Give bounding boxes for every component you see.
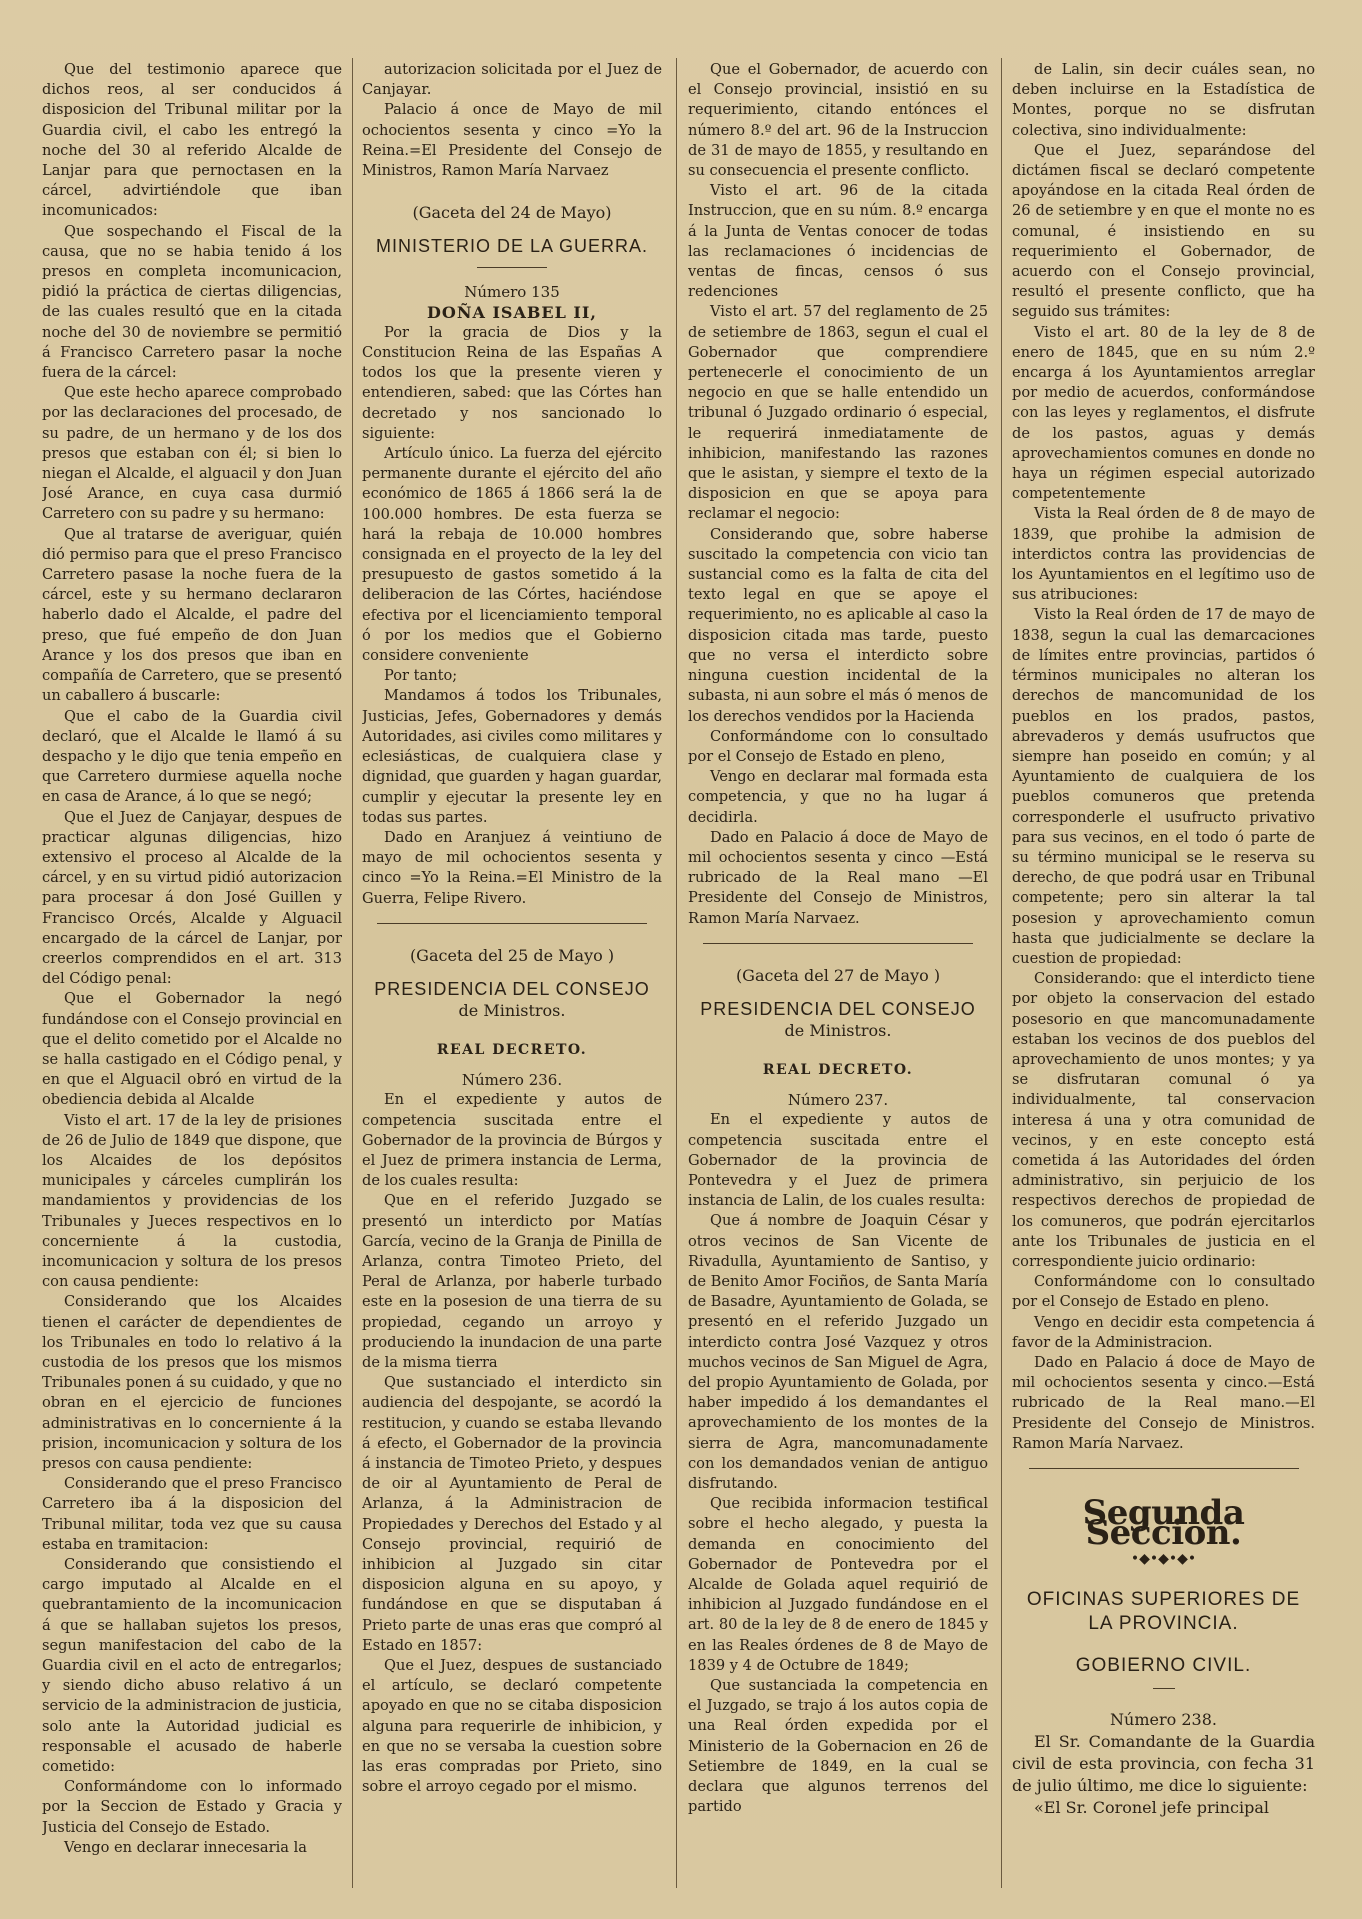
paragraph: Conformándome con lo informado por la Seccion de Estado y Gracia y Justicia del Consejo de Estado. — [42, 1778, 342, 1836]
paragraph: El Sr. Comandante de la Guardia civil de esta provincia, con fecha 31 de julio último, me dice lo siguiente: — [1012, 1731, 1315, 1795]
paragraph: Conformándome con lo consultado por el Consejo de Estado en pleno. — [1012, 1273, 1315, 1311]
paragraph: En el expediente y autos de competencia suscitada entre el Gobernador de la provincia de Pontevedra y el Juez de primera instancia de Lalin, de los cuales resulta: — [688, 1111, 988, 1210]
paragraph: Que sustanciado el interdicto sin audiencia del despojante, se acordó la restitucion, y cuando se estaba llevando á efecto, el Gobernador de la provincia á instancia de Timoteo Prieto, y despues de oir al Ayuntamiento de Peral de Arlanza, á la Administracion de Propiedades y Derechos del Estado y al Consejo provincial, requirió de inhibicion al Juzgado sin citar disposicion alguna en su apoyo, y fundándose en que se disputaban á Prieto parte de unas eras que compró al Estado en 1857: — [362, 1374, 662, 1654]
paragraph: Visto el art. 17 de la ley de prisiones de 26 de Julio de 1849 que dispone, que los Alcaides de los depósitos municipales y cárceles cumplirán los mandamientos y providencias de los Tribunales y Jueces respectivos en lo concerniente á la custodia, incomunicacion y soltura de los presos con causa pendiente: — [42, 1111, 342, 1291]
paragraph: En el expediente y autos de competencia suscitada entre el Gobernador de la provincia de Búrgos y el Juez de primera instancia de Lerma, de los cuales resulta: — [362, 1091, 662, 1190]
gaceta-date: (Gaceta del 25 de Mayo ) — [409, 945, 615, 965]
ornament-divider: •◆•◆•◆• — [1130, 1551, 1197, 1568]
column-2 — [362, 60, 662, 1900]
paragraph: Vengo en declarar innecesaria la — [64, 1838, 307, 1856]
paragraph: Que al tratarse de averiguar, quién dió permiso para que el preso Francisco Carretero pasase la noche fuera de la cárcel, este y su hermano declararon haberlo dado el Alcalde, el padre del preso, que fué empeño de don Juan Arance y los dos presos que iban en compañía de Carretero, que se presentó un caballero á buscarle: — [42, 525, 342, 705]
divider — [703, 943, 973, 944]
divider — [477, 267, 547, 268]
paragraph: Que el Juez, separándose del dictámen fiscal se declaró competente apoyándose en la citada Real órden de 26 de setiembre y en que el monte no es comunal, é insistiendo en su requerimiento el Gobernador, de acuerdo con el Consejo provincial, resultó el presente conflicto, que ha seguido sus trámites: — [1012, 141, 1315, 321]
column-rule — [352, 58, 353, 1888]
paragraph: Que el Juez de Canjayar, despues de practicar algunas diligencias, hizo extensivo el proceso al Alcalde de la cárcel, y en su virtud pidió autorizacion para procesar á don José Guillen y Francisco Orcés, Alcalde y Alguacil encargado de la cárcel de Lanjar, por creerlos comprendidos en el art. 313 del Código penal: — [42, 808, 342, 988]
paragraph: Mandamos á todos los Tribunales, Justicias, Jefes, Gobernadores y demás Autoridades, asi civiles como militares y eclesiásticas, de cualquiera clase y dignidad, que guarden y hagan guardar, cumplir y ejecutar la presente ley en todas sus partes. — [362, 687, 662, 826]
section-heading: MINISTERIO DE LA GUERRA. — [375, 236, 649, 257]
paragraph: Visto el art. 57 del reglamento de 25 de setiembre de 1863, segun el cual el Gobernador que comprendiere pertenecerle el conocimiento de un negocio en que se halle entendido un tribunal ó Juzgado ordinario ó especial, le requerirá inmediatamente de inhibicion, manifestando las razones que le asistan, y siempre el texto de la disposicion en que se apoya para reclamar el negocio: — [688, 303, 988, 523]
section-title: Segunda Seccion. — [1082, 1493, 1245, 1554]
paragraph: Que el Gobernador la negó fundándose con el Consejo provincial en que el delito cometido por el Alcalde no se halla castigado en el Código penal, y en que el Alguacil obró en virtud de la obediencia debida al Alcalde — [42, 990, 342, 1109]
column-3 — [688, 60, 988, 1900]
paragraph: Que recibida informacion testifical sobre el hecho alegado, y puesta la demanda en conocimiento del Gobernador de Pontevedra por el Alcalde de Golada aquel requirió de inhibicion al Juzgado fundándose en el art. 80 de la ley de 8 de enero de 1845 y en las Reales órdenes de 8 de Mayo de 1839 y 4 de Octubre de 1849; — [688, 1495, 988, 1674]
paragraph: Palacio á once de Mayo de mil ochocientos sesenta y cinco =Yo la Reina.=El Presidente del Consejo de Ministros, Ramon María Narvaez — [362, 101, 662, 180]
column-rule — [676, 58, 677, 1888]
decree-number: Número 135 — [464, 283, 560, 302]
decree-number: Número 236. — [461, 1071, 563, 1090]
divider — [1029, 1468, 1299, 1469]
paragraph: Visto la Real órden de 17 de mayo de 1838, segun la cual las demarcaciones de límites entre provincias, partidos ó términos municipales no alteran los derechos de mancomunidad de los pueblos en los prados, pastos, abrevaderos y demás usufructos que siempre han poseido en común; y al Ayuntamiento de cualquiera de los pueblos comuneros que pretenda corresponderle el usufructo privativo para sus vecinos, en el todo ó parte de su término municipal se le reserva su derecho, de que podrá usar en Tribunal competente; pero sin alterar la tal posesion y aprovechamiento comun hasta que judicialmente se declare la cuestion de propiedad: — [1012, 606, 1315, 967]
paragraph: Dado en Palacio á doce de Mayo de mil ochocientos sesenta y cinco.—Está rubricado de la Real mano.—El Presidente del Consejo de Ministros. Ramon María Narvaez. — [1012, 1354, 1315, 1452]
paragraph: Visto el art. 96 de la citada Instruccion, que en su núm. 8.º encarga á la Junta de Ventas conocer de todas las reclamaciones ó incidencias de ventas de fincas, censos ó sus redenciones — [688, 182, 988, 301]
paragraph: autorizacion solicitada por el Juez de Canjayar. — [362, 61, 662, 99]
paragraph: Por tanto; — [384, 667, 458, 685]
decree-title: REAL DECRETO. — [762, 1061, 914, 1078]
paragraph: Por la gracia de Dios y la Constitucion Reina de las Españas A todos los que la presente vieren y entendieren, sabed: que las Córtes han decretado y nos sancionado lo siguiente: — [362, 323, 662, 442]
paragraph: Que este hecho aparece comprobado por las declaraciones del procesado, de su padre, de un hermano y de los dos presos que estaban con él; si bien lo niegan el Alcalde, el alguacil y don Juan José Arance, en cuya casa durmió Carretero con su padre y su hermano: — [42, 384, 342, 523]
paragraph: Que sospechando el Fiscal de la causa, que no se habia tenido á los presos en completa incomunicacion, pidió la práctica de ciertas diligencias, de las cuales resultó que en la citada noche del 30 de noviembre se permitió á Francisco Carretero pasar la noche fuera de la cárcel: — [42, 222, 342, 382]
decree-title: REAL DECRETO. — [436, 1041, 588, 1058]
column-rule — [1001, 58, 1002, 1888]
sovereign-title: DOÑA ISABEL II, — [427, 302, 597, 322]
paragraph: Conformándome con lo consultado por el Consejo de Estado en pleno, — [688, 727, 988, 765]
section-subheading: de Ministros. — [784, 1020, 892, 1040]
paragraph: Que el Juez, despues de sustanciado el artículo, se declaró competente apoyado en que no se citaba disposicion alguna para requerirle de inhibicion, y en que no se versaba la cuestion sobre las eras compradas por Prieto, sino sobre el arroyo cegado por el mismo. — [362, 1657, 662, 1796]
paragraph: Que á nombre de Joaquin César y otros vecinos de San Vicente de Rivadulla, Ayuntamiento de Santiso, y de Benito Amor Fociños, de Santa María de Basadre, Ayuntamiento de Golada, se presentó en el referido Juzgado un interdicto contra José Vazquez y otros muchos vecinos de San Miguel de Agra, del propio Ayuntamiento de Golada, por haber impedido á los demandantes el aprovechamiento de los montes de la sierra de Agra, mancomunadamente con los demandados venian de antiguo disfrutando. — [688, 1212, 988, 1492]
paragraph: Considerando: que el interdicto tiene por objeto la conservacion del estado posesorio en que mancomunadamente estaban los vecinos de dos pueblos del aprovechamiento de unos montes; y ya se disfrutaran comunal ó ya individualmente, tal conservacion interesa á una y otra comunidad de vecinos, y en este concepto está cometida á las Autoridades del órden administrativo, sin perjuicio de los respectivos derechos de propiedad de los comuneros, que podrán ejercitarlos ante los Tribunales de justicia en el correspondiente juicio ordinario: — [1012, 970, 1315, 1270]
divider — [377, 923, 647, 924]
column-1 — [42, 60, 342, 1900]
paragraph: Considerando que el preso Francisco Carretero iba á la disposicion del Tribunal militar, toda vez que su causa estaba en tramitacion: — [42, 1475, 342, 1553]
paragraph: Considerando que consistiendo el cargo imputado al Alcalde en el quebrantamiento de la incomunicacion á que se hallaban sujetos los presos, segun manifestacion del cabo de la Guardia civil en el acto de entregarlos; y siendo dicho abuso relativo á un servicio de la administracion de justicia, solo ante la Autoridad judicial es responsable el acusado de haberle cometido: — [42, 1556, 342, 1776]
section-heading: OFICINAS SUPERIORES DE LA PROVINCIA. — [1026, 1588, 1301, 1634]
paragraph: Que el Gobernador, de acuerdo con el Consejo provincial, insistió en su requerimiento, citando entónces el número 8.º del art. 96 de la Instruccion de 31 de mayo de 1855, y resultando en su consecuencia el presente conflicto. — [688, 61, 988, 180]
section-subheading: de Ministros. — [458, 1000, 566, 1020]
paragraph: Dado en Aranjuez á veintiuno de mayo de mil ochocientos sesenta y cinco =Yo la Reina.=El Ministro de la Guerra, Felipe Rivero. — [362, 828, 662, 907]
decree-number: Número 238. — [1110, 1709, 1217, 1729]
section-heading: PRESIDENCIA DEL CONSEJO — [374, 978, 650, 999]
paragraph: Que en el referido Juzgado se presentó un interdicto por Matías García, vecino de la Granja de Pinilla de Arlanza, contra Timoteo Prieto, del Peral de Arlanza, por haberle turbado este en la posesion de una tierra de su propiedad, cegando un arroyo y produciendo la inundacion de una parte de la misma tierra — [362, 1192, 662, 1371]
paragraph: Que del testimonio aparece que dichos reos, al ser conducidos á disposicion del Tribunal militar por la Guardia civil, el cabo les entregó la noche del 30 al referido Alcalde de Lanjar para que pernoctasen en la cárcel, advirtiéndole que iban incomunicados: — [42, 61, 342, 220]
gaceta-date: (Gaceta del 24 de Mayo) — [412, 203, 612, 223]
paragraph: Vengo en declarar mal formada esta competencia, y que no ha lugar á decidirla. — [688, 768, 988, 826]
column-4 — [1012, 60, 1315, 1900]
paragraph: Visto el art. 80 de la ley de 8 de enero de 1845, que en su núm 2.º encarga á los Ayuntamientos arreglar por medio de acuerdos, conformándose con las leyes y reglamentos, el disfrute de los pastos, aguas y demás aprovechamientos comunes en donde no haya un régimen especial autorizado competentemente — [1012, 323, 1315, 503]
paragraph: Vengo en decidir esta competencia á favor de la Administracion. — [1012, 1313, 1315, 1351]
paragraph: Dado en Palacio á doce de Mayo de mil ochocientos sesenta y cinco —Está rubricado de la Real mano —El Presidente del Consejo de Ministros, Ramon María Narvaez. — [688, 828, 988, 927]
decree-number: Número 237. — [787, 1091, 889, 1110]
paragraph: Considerando que los Alcaides tienen el carácter de dependientes de los Tribunales en todo lo relativo á la custodia de los presos que los mismos Tribunales ponen á su cuidado, y que no obran en el ejercicio de funciones administrativas en lo concerniente á la prision, incomunicacion y soltura de los presos con causa pendiente: — [42, 1293, 342, 1473]
paragraph: Que sustanciada la competencia en el Juzgado, se trajo á los autos copia de una Real órden expedida por el Ministerio de la Gobernacion en 26 de Setiembre de 1849, en la cual se declara que algunos terrenos del partido — [688, 1677, 988, 1816]
section-heading: PRESIDENCIA DEL CONSEJO — [700, 998, 976, 1019]
paragraph: Vista la Real órden de 8 de mayo de 1839, que prohibe la admision de interdictos contra las providencias de los Ayuntamientos en el legítimo uso de sus atribuciones: — [1012, 505, 1315, 604]
divider — [1153, 1688, 1175, 1689]
section-heading: GOBIERNO CIVIL. — [1075, 1654, 1252, 1676]
paragraph: Que el cabo de la Guardia civil declaró, que el Alcalde le llamó á su despacho y le dijo que tenia empeño en que Carretero durmiese aquella noche en casa de Arance, á lo que se negó; — [42, 707, 342, 806]
paragraph: de Lalin, sin decir cuáles sean, no deben incluirse en la Estadística de Montes, porque no se disfrutan colectiva, sino individualmente: — [1012, 61, 1315, 139]
gaceta-date: (Gaceta del 27 de Mayo ) — [735, 965, 941, 985]
paragraph: Considerando que, sobre haberse suscitado la competencia con vicio tan sustancial como es la falta de cita del texto legal en que se apoye el requerimiento, no es aplicable al caso la disposicion citada mas tarde, puesto que no versa el interdicto sobre ninguna cuestion incidental de la subasta, ni aun sobre el más ó menos de los derechos vendidos por la Hacienda — [688, 525, 988, 725]
paragraph: «El Sr. Coronel jefe principal — [1034, 1797, 1270, 1817]
paragraph: Artículo único. La fuerza del ejército permanente durante el ejército del año económico de 1865 á 1866 será la de 100.000 hombres. De esta fuerza se hará la rebaja de 10.000 hombres consignada en el proyecto de la ley del presupuesto de gastos sometido á la deliberacion de las Córtes, haciéndose efectiva por el licenciamiento temporal ó por los medios que el Gobierno considere conveniente — [362, 445, 662, 665]
